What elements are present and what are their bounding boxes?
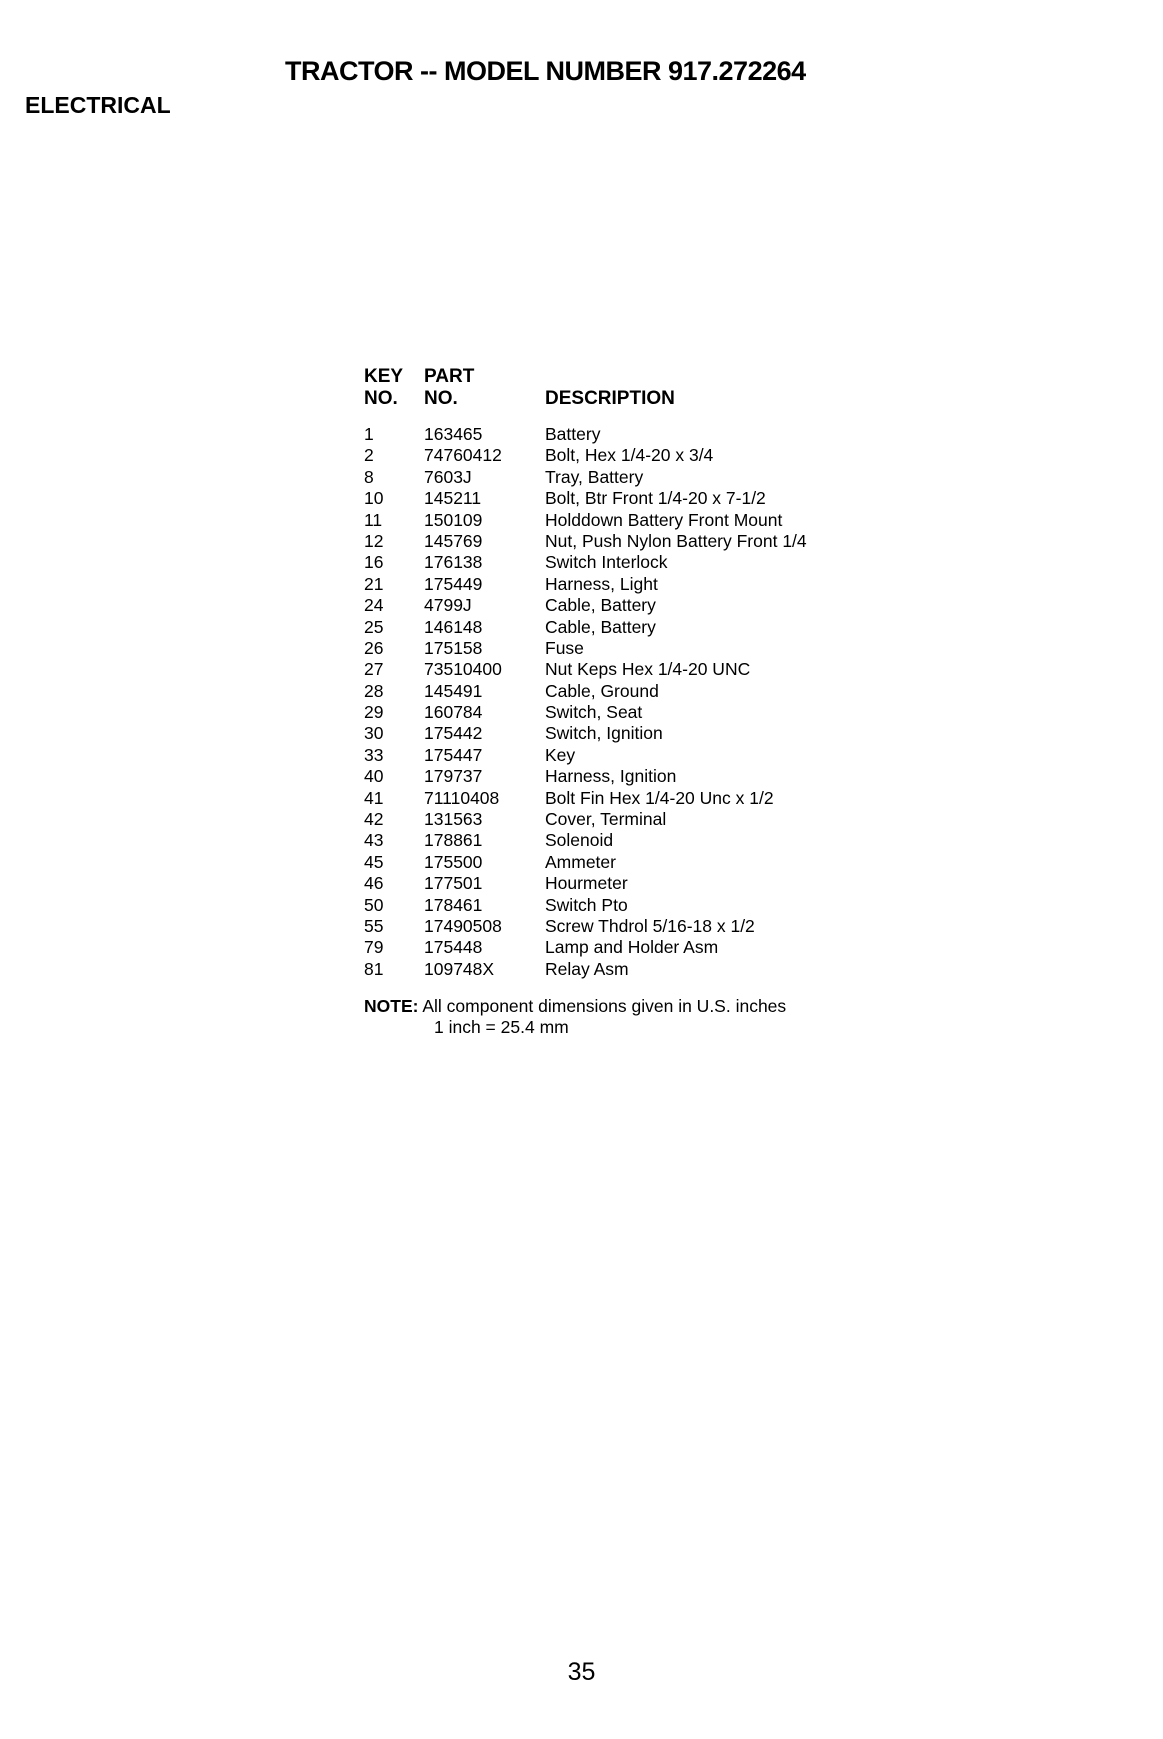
- row-key-no: 25: [364, 616, 384, 637]
- table-row: [364, 552, 884, 573]
- row-description: Switch, Ignition: [545, 723, 663, 744]
- row-description: Key: [545, 744, 576, 765]
- row-key-no: 2: [364, 445, 374, 466]
- row-description: Harness, Ignition: [545, 766, 677, 787]
- table-row: [364, 809, 884, 830]
- table-row: [364, 830, 884, 851]
- row-key-no: 50: [364, 894, 384, 915]
- row-description: Switch Interlock: [545, 552, 668, 573]
- row-part-no: 175500: [424, 851, 483, 872]
- row-key-no: 41: [364, 787, 384, 808]
- parts-rows: [364, 424, 884, 980]
- table-row: [364, 959, 884, 980]
- note: [364, 996, 787, 1037]
- row-description: Nut Keps Hex 1/4-20 UNC: [545, 659, 751, 680]
- row-description: Bolt, Hex 1/4-20 x 3/4: [545, 445, 714, 466]
- row-description: Cable, Battery: [545, 616, 656, 637]
- row-part-no: 146148: [424, 616, 483, 637]
- header-description: DESCRIPTION: [545, 388, 675, 409]
- row-part-no: 131563: [424, 809, 483, 830]
- row-key-no: 40: [364, 766, 384, 787]
- table-row: [364, 617, 884, 638]
- table-row: [364, 937, 884, 958]
- row-key-no: 55: [364, 915, 384, 936]
- row-key-no: 79: [364, 937, 384, 958]
- row-part-no: 178461: [424, 894, 483, 915]
- page-title: TRACTOR -- MODEL NUMBER 917.272264: [285, 56, 806, 86]
- row-part-no: 175449: [424, 573, 483, 594]
- row-part-no: 175442: [424, 723, 483, 744]
- row-part-no: 4799J: [424, 595, 472, 616]
- table-row: [364, 467, 884, 488]
- header-part-line2: NO.: [424, 388, 458, 409]
- row-description: Cable, Battery: [545, 595, 656, 616]
- row-key-no: 30: [364, 723, 384, 744]
- table-row: [364, 895, 884, 916]
- row-part-no: 176138: [424, 552, 483, 573]
- row-key-no: 43: [364, 830, 384, 851]
- table-row: [364, 531, 884, 552]
- row-description: Battery: [545, 424, 601, 444]
- table-row: [364, 488, 884, 509]
- row-key-no: 45: [364, 851, 384, 872]
- row-key-no: 10: [364, 488, 384, 509]
- row-description: Bolt Fin Hex 1/4-20 Unc x 1/2: [545, 787, 774, 808]
- row-key-no: 1: [364, 424, 374, 444]
- table-row: [364, 852, 884, 873]
- row-description: Solenoid: [545, 830, 614, 851]
- row-key-no: 12: [364, 530, 384, 551]
- row-part-no: 150109: [424, 509, 483, 530]
- row-key-no: 81: [364, 958, 384, 979]
- page-number: 35: [567, 1658, 596, 1686]
- row-key-no: 42: [364, 809, 384, 830]
- header-row-1: [364, 366, 884, 388]
- table-row: [364, 788, 884, 809]
- table-row: [364, 681, 884, 702]
- row-part-no: 177501: [424, 873, 483, 894]
- row-description: Relay Asm: [545, 958, 629, 979]
- row-description: Bolt, Btr Front 1/4-20 x 7-1/2: [545, 488, 766, 509]
- row-part-no: 17490508: [424, 915, 502, 936]
- row-description: Screw Thdrol 5/16-18 x 1/2: [545, 915, 755, 936]
- note-line2: 1 inch = 25.4 mm: [434, 1017, 569, 1037]
- row-part-no: 160784: [424, 702, 483, 723]
- table-row: [364, 445, 884, 466]
- row-description: Cover, Terminal: [545, 809, 667, 830]
- row-part-no: 175447: [424, 744, 483, 765]
- row-key-no: 28: [364, 680, 384, 701]
- row-part-no: 163465: [424, 424, 483, 444]
- row-description: Switch, Seat: [545, 702, 643, 723]
- row-description: Lamp and Holder Asm: [545, 937, 719, 958]
- table-row: [364, 766, 884, 787]
- row-part-no: 175448: [424, 937, 483, 958]
- table-row: [364, 638, 884, 659]
- row-key-no: 16: [364, 552, 384, 573]
- row-part-no: 73510400: [424, 659, 502, 680]
- table-row: [364, 702, 884, 723]
- table-row: [364, 659, 884, 680]
- row-key-no: 8: [364, 466, 374, 487]
- table-row: [364, 574, 884, 595]
- header-key-line1: KEY: [364, 366, 404, 387]
- parts-table: [364, 366, 884, 980]
- table-row: [364, 424, 884, 445]
- table-row: [364, 873, 884, 894]
- note-label: NOTE:: [364, 996, 419, 1016]
- row-part-no: 109748X: [424, 958, 495, 979]
- row-description: Hourmeter: [545, 873, 628, 894]
- row-description: Fuse: [545, 637, 584, 658]
- table-row: [364, 510, 884, 531]
- row-key-no: 46: [364, 873, 384, 894]
- row-part-no: 145211: [424, 488, 482, 509]
- note-line1: All component dimensions given in U.S. inches: [422, 996, 787, 1016]
- row-key-no: 26: [364, 637, 384, 658]
- row-part-no: 74760412: [424, 445, 502, 466]
- row-part-no: 178861: [424, 830, 483, 851]
- row-description: Ammeter: [545, 851, 616, 872]
- row-key-no: 21: [364, 573, 384, 594]
- header-part-line1: PART: [424, 366, 475, 387]
- header-key-line2: NO.: [364, 388, 398, 409]
- row-description: Tray, Battery: [545, 466, 644, 487]
- header-row-2: [364, 388, 884, 410]
- row-part-no: 145491: [424, 680, 483, 701]
- row-key-no: 27: [364, 659, 384, 680]
- row-part-no: 145769: [424, 530, 483, 551]
- row-key-no: 11: [364, 509, 383, 530]
- row-description: Harness, Light: [545, 573, 658, 594]
- row-description: Switch Pto: [545, 894, 628, 915]
- row-key-no: 24: [364, 595, 384, 616]
- table-row: [364, 723, 884, 744]
- section-heading: ELECTRICAL: [25, 92, 171, 118]
- row-part-no: 175158: [424, 637, 483, 658]
- table-row: [364, 595, 884, 616]
- table-row: [364, 916, 884, 937]
- row-description: Holddown Battery Front Mount: [545, 509, 783, 530]
- row-part-no: 71110408: [424, 787, 500, 808]
- row-part-no: 7603J: [424, 466, 472, 487]
- row-key-no: 29: [364, 702, 384, 723]
- table-row: [364, 745, 884, 766]
- row-description: Cable, Ground: [545, 680, 659, 701]
- row-description: Nut, Push Nylon Battery Front 1/4: [545, 530, 807, 551]
- row-part-no: 179737: [424, 766, 483, 787]
- row-key-no: 33: [364, 744, 384, 765]
